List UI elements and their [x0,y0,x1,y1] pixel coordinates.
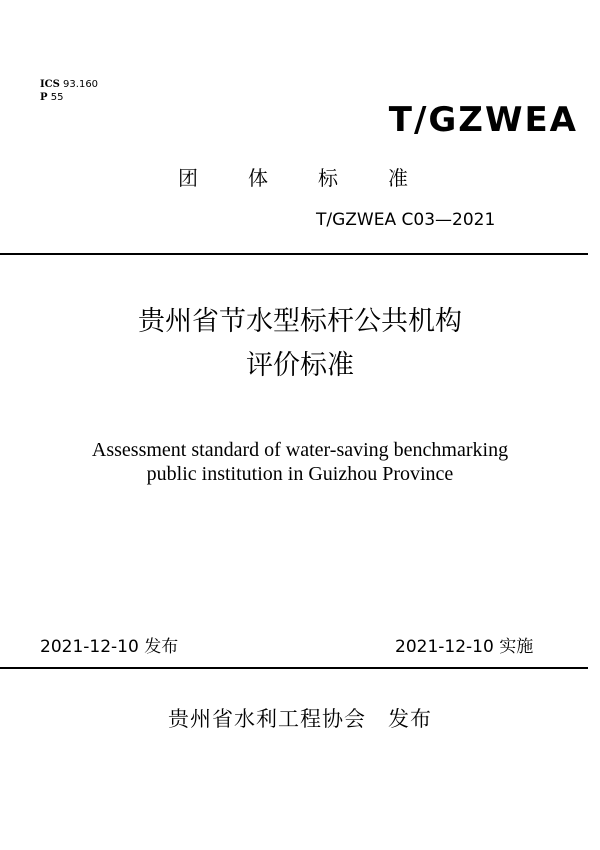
title-en-line1: Assessment standard of water-saving benchmarking [91,439,509,461]
ics-line [40,78,98,91]
kind-char: 标 [318,166,338,190]
kind-char: 团 [178,166,198,190]
release-date: 2021-12-10 发布 [40,637,179,657]
title-cn-line1: 贵州省节水型标杆公共机构 [138,306,462,337]
ics-label: ICS [40,79,60,90]
ccs-label: P [40,92,48,103]
title-en [0,438,600,486]
ccs-line [40,91,98,104]
kind-char: 准 [388,166,408,190]
ics-code: 93.160 [63,79,99,90]
top-divider [0,253,588,255]
bottom-divider [0,667,588,669]
title-en-line2: public institution in Guizhou Province [146,463,454,485]
standard-brand: T/GZWEA [388,100,578,140]
issuer: 贵州省水利工程协会 发布 [168,707,432,731]
title-cn [0,300,600,388]
ccs-code: 55 [50,92,64,103]
implement-date: 2021-12-10 实施 [395,637,534,657]
title-cn-line2: 评价标准 [246,350,354,381]
classification-codes [40,78,98,104]
kind-char: 体 [248,166,268,190]
standard-number: T/GZWEA C03—2021 [316,210,496,230]
